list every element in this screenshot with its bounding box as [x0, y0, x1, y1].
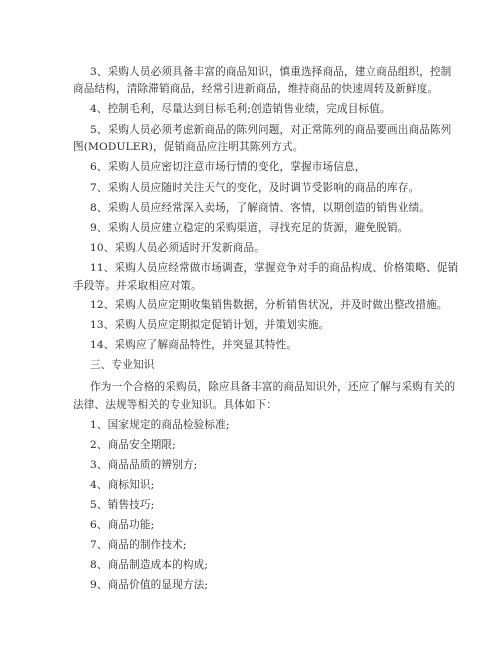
list-item-8: 8、商品制造成本的构成;: [90, 559, 209, 571]
paragraph-12: 12、采购人员应定期收集销售数据，分析销售状况，并及时做出整改措施。: [90, 299, 448, 311]
paragraph-4: 4、控制毛利，尽量达到目标毛利;创造销售业绩，完成目标值。: [90, 103, 391, 115]
paragraph-6: 6、采购人员应密切注意市场行情的变化，掌握市场信息，: [90, 161, 366, 173]
intro-line-2: 法律、法规等相关的专业知识。具体如下：: [73, 399, 278, 411]
list-item-9: 9、商品价值的显现方法;: [90, 579, 209, 591]
paragraph-13: 13、采购人员应定期拟定促销计划，并策划实施。: [90, 319, 330, 331]
paragraph-9: 9、采购人员应建立稳定的采购渠道，寻找充足的货源，避免脱销。: [90, 222, 409, 234]
list-item-1: 1、国家规定的商品检验标准;: [90, 419, 230, 431]
paragraph-5-line-1: 5、采购人员必须考虑新商品的陈列问题，对正常陈列的商品要画出商品陈列: [90, 124, 452, 136]
paragraph-7: 7、采购人员应随时关注天气的变化，及时调节受影响的商品的库存。: [90, 182, 420, 194]
paragraph-8: 8、采购人员应经常深入卖场，了解商情、客情，以期创造的销售业绩。: [90, 202, 430, 214]
paragraph-10: 10、采购人员必须适时开发新商品。: [90, 242, 265, 254]
list-item-5: 5、销售技巧;: [90, 499, 155, 511]
list-item-2: 2、商品安全期限;: [90, 439, 176, 451]
paragraph-3-line-1: 3、采购人员必须具备丰富的商品知识，慎重选择商品，建立商品组织，控制: [90, 66, 452, 78]
list-item-3: 3、商品品质的辨别方;: [90, 459, 198, 471]
paragraph-5-line-2: 图(MODULER)，促销商品应注明其陈列方式。: [73, 141, 304, 153]
list-item-4: 4、商标知识;: [90, 479, 155, 491]
list-item-6: 6、商品功能;: [90, 519, 155, 531]
intro-line-1: 作为一个合格的采购员，除应具备丰富的商品知识外，还应了解与采购有关的: [90, 381, 456, 393]
paragraph-14: 14、采购应了解商品特性，并突显其特性。: [90, 339, 298, 351]
list-item-7: 7、商品的制作技术;: [90, 539, 187, 551]
paragraph-11-line-1: 11、采购人员应经常做市场调查，掌握竞争对手的商品构成、价格策略、促销: [90, 262, 459, 274]
paragraph-3-line-2: 商品结构，清除滞销商品，经常引进新商品，维持商品的快速周转及新鲜度。: [73, 83, 439, 95]
section-heading: 三、专业知识: [90, 359, 155, 371]
paragraph-11-line-2: 手段等。并采取相应对策。: [73, 280, 202, 292]
